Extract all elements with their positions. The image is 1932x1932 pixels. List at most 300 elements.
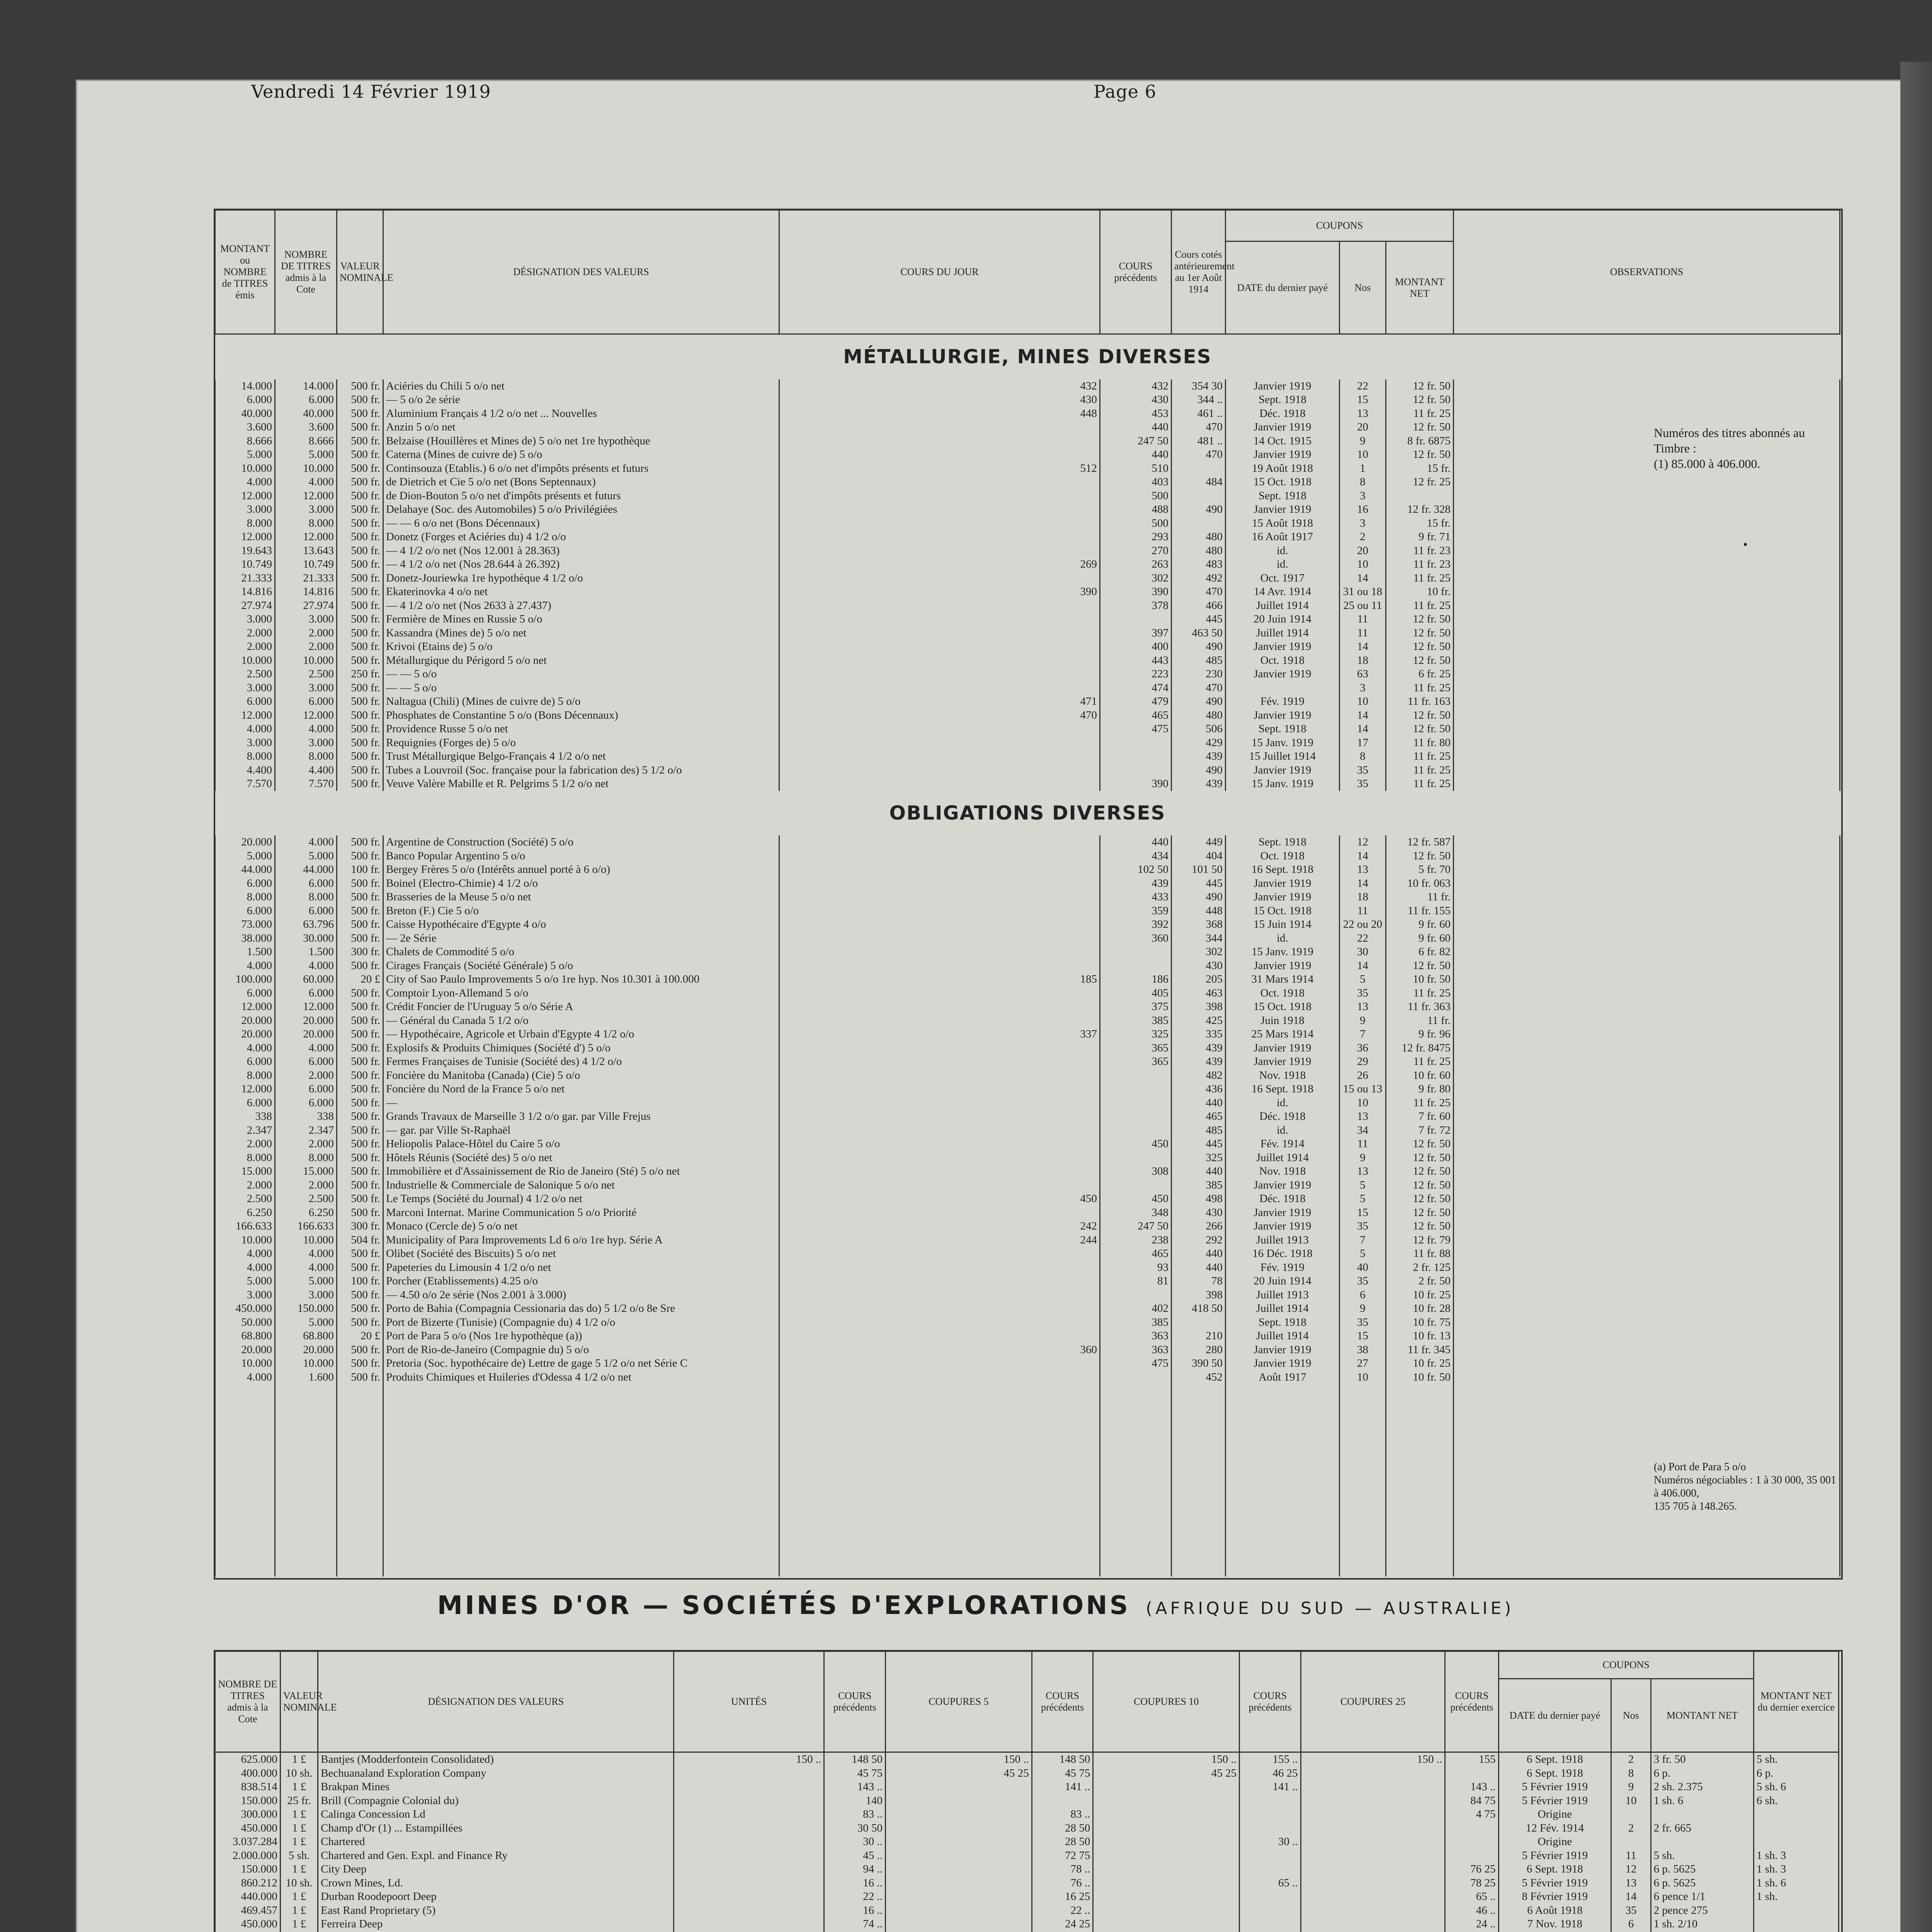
top-cell-5: 475: [1100, 722, 1172, 736]
top-cell-3: Boinel (Electro-Chimie) 4 1/2 o/o: [383, 877, 779, 891]
mines-cell-0: 838.514: [215, 1780, 281, 1794]
top-cell-4: [779, 1247, 1100, 1261]
top-cell-7: Nov. 1918: [1226, 1069, 1340, 1083]
top-cell-10: [1454, 379, 1840, 393]
table-row: [215, 1000, 1840, 1014]
observations-line: Numéros des titres abonnés au Timbre :: [1654, 426, 1805, 455]
top-cell-1: 20.000: [275, 1014, 337, 1028]
top-cell-10: [1454, 1151, 1840, 1165]
col-titres-admis: NOMBRE DE TITRES admis à la Cote: [215, 1651, 281, 1752]
col-dernier-exercice: MONTANT NET du dernier exercice: [1753, 1651, 1838, 1752]
mines-cell-1: 1 £: [280, 1904, 318, 1918]
mines-cell-7: [1093, 1917, 1240, 1931]
top-cell-8: 9: [1340, 434, 1386, 448]
top-cell-8: 22 ou 20: [1340, 918, 1386, 932]
mines-cell-10: [1445, 1821, 1498, 1835]
top-cell-1: 3.000: [275, 1288, 337, 1302]
top-cell-5: 392: [1100, 918, 1172, 932]
table-row: [215, 612, 1840, 626]
mines-cell-10: 46 ..: [1445, 1904, 1498, 1918]
mines-cell-3: [674, 1890, 824, 1904]
table-row: [215, 1904, 1839, 1918]
top-cell-7: Fév. 1914: [1226, 1137, 1340, 1151]
top-cell-3: — Général du Canada 5 1/2 o/o: [383, 1014, 779, 1028]
table-row: [215, 530, 1840, 544]
top-cell-0: 4.000: [215, 959, 275, 973]
top-cell-5: [1100, 1110, 1172, 1124]
top-cell-9: 12 fr. 50: [1386, 709, 1454, 723]
top-cell-3: Aciéries du Chili 5 o/o net: [383, 379, 779, 393]
top-cell-9: 11 fr. 80: [1386, 736, 1454, 750]
top-cell-9: 10 fr.: [1386, 585, 1454, 599]
top-cell-10: [1454, 777, 1840, 791]
mines-cell-3: [674, 1849, 824, 1863]
table-row: [215, 681, 1840, 695]
observations-note: [1654, 425, 1839, 471]
top-cell-0: 6.000: [215, 1096, 275, 1110]
top-cell-5: [1100, 1288, 1172, 1302]
mines-cell-12: 12: [1611, 1862, 1651, 1876]
top-cell-3: Port de Rio-de-Janeiro (Compagnie du) 5 o/o: [383, 1343, 779, 1357]
top-cell-6: 490: [1172, 640, 1226, 654]
mines-cell-4: 16 ..: [824, 1904, 886, 1918]
mines-cell-10: 65 ..: [1445, 1890, 1498, 1904]
top-cell-2: 500 fr.: [337, 530, 383, 544]
top-cell-0: 6.000: [215, 986, 275, 1000]
top-cell-10: [1454, 1041, 1840, 1055]
top-cell-3: Continsouza (Etablis.) 6 o/o net d'impôts présents et futurs: [383, 462, 779, 476]
mines-cell-13: 6 pence 1/1: [1651, 1890, 1753, 1904]
coupons-header: COUPONS: [1498, 1651, 1753, 1679]
top-cell-5: [1100, 1096, 1172, 1110]
col-cours-anterieurs: Cours cotés antérieurement au 1er Août 1914: [1172, 210, 1226, 334]
top-cell-3: Krivoi (Etains de) 5 o/o: [383, 640, 779, 654]
mines-cell-1: 5 sh.: [280, 1849, 318, 1863]
mines-cell-8: 46 25: [1240, 1767, 1301, 1781]
top-cell-5: 500: [1100, 489, 1172, 503]
mines-cell-7: [1093, 1904, 1240, 1918]
table-row: [215, 890, 1840, 904]
top-cell-0: 5.000: [215, 849, 275, 863]
mines-cell-1: 1 £: [280, 1862, 318, 1876]
top-cell-5: 102 50: [1100, 863, 1172, 877]
top-cell-9: 12 fr. 50: [1386, 640, 1454, 654]
top-cell-1: 4.000: [275, 475, 337, 489]
top-cell-7: [1226, 681, 1340, 695]
top-cell-6: 205: [1172, 973, 1226, 986]
top-cell-10: [1454, 1274, 1840, 1288]
top-cell-7: Oct. 1918: [1226, 849, 1340, 863]
top-cell-2: 500 fr.: [337, 489, 383, 503]
top-cell-2: 500 fr.: [337, 1316, 383, 1330]
top-cell-9: 12 fr. 50: [1386, 959, 1454, 973]
top-cell-4: 432: [779, 379, 1100, 393]
top-cell-9: 10 fr. 25: [1386, 1357, 1454, 1371]
table-row: [215, 462, 1840, 476]
section-obligations: [215, 791, 1840, 836]
top-cell-5: 433: [1100, 890, 1172, 904]
mines-cell-3: [674, 1808, 824, 1821]
top-cell-7: Janvier 1919: [1226, 503, 1340, 517]
top-cell-2: 500 fr.: [337, 1179, 383, 1192]
mines-cell-12: 14: [1611, 1890, 1651, 1904]
top-cell-4: [779, 544, 1100, 558]
top-cell-10: [1454, 863, 1840, 877]
top-cell-8: 27: [1340, 1357, 1386, 1371]
top-cell-4: [779, 1206, 1100, 1220]
top-cell-5: 223: [1100, 667, 1172, 681]
top-cell-3: — 4 1/2 o/o net (Nos 12.001 à 28.363): [383, 544, 779, 558]
top-cell-3: Porto de Bahia (Compagnia Cessionaria das do) 5 1/2 o/o 8e Sre: [383, 1302, 779, 1316]
top-cell-9: 12 fr. 50: [1386, 1165, 1454, 1179]
top-cell-9: 11 fr. 25: [1386, 681, 1454, 695]
top-cell-9: 11 fr. 25: [1386, 599, 1454, 613]
top-cell-7: Fév. 1919: [1226, 695, 1340, 709]
top-cell-2: 500 fr.: [337, 695, 383, 709]
top-cell-4: [779, 571, 1100, 585]
top-cell-9: 12 fr. 50: [1386, 1137, 1454, 1151]
top-cell-7: Sept. 1918: [1226, 835, 1340, 849]
top-cell-10: [1454, 709, 1840, 723]
top-cell-6: 101 50: [1172, 863, 1226, 877]
top-cell-5: 247 50: [1100, 434, 1172, 448]
top-cell-0: 10.000: [215, 1233, 275, 1247]
top-cell-8: 35: [1340, 1316, 1386, 1330]
mines-cell-9: [1301, 1835, 1445, 1849]
top-cell-8: 14: [1340, 640, 1386, 654]
mines-cell-2: East Rand Proprietary (5): [318, 1904, 674, 1918]
table-row: [215, 1329, 1840, 1343]
top-cell-5: 390: [1100, 777, 1172, 791]
top-cell-5: 238: [1100, 1233, 1172, 1247]
top-cell-4: [779, 890, 1100, 904]
top-cell-7: 15 Août 1918: [1226, 517, 1340, 531]
mines-cell-5: 45 25: [886, 1767, 1032, 1781]
mines-cell-5: [886, 1890, 1032, 1904]
mines-cell-11: 5 Février 1919: [1498, 1780, 1611, 1794]
mines-cell-3: [674, 1917, 824, 1931]
mines-cell-4: 16 ..: [824, 1876, 886, 1890]
top-cell-7: 25 Mars 1914: [1226, 1027, 1340, 1041]
top-cell-3: Bergey Frères 5 o/o (Intérêts annuel porté à 6 o/o): [383, 863, 779, 877]
top-cell-8: 63: [1340, 667, 1386, 681]
mines-cell-3: [674, 1767, 824, 1781]
observations-port-de-para: [1654, 1461, 1839, 1513]
ink-dot: [1744, 543, 1747, 546]
top-cell-1: 8.666: [275, 434, 337, 448]
top-cell-5: 363: [1100, 1343, 1172, 1357]
top-cell-6: 485: [1172, 654, 1226, 668]
top-cell-2: 500 fr.: [337, 904, 383, 918]
top-cell-7: Janvier 1919: [1226, 877, 1340, 891]
top-cell-6: 335: [1172, 1027, 1226, 1041]
top-cell-1: 68.800: [275, 1329, 337, 1343]
top-cell-10: [1454, 612, 1840, 626]
mines-cell-11: Origine: [1498, 1808, 1611, 1821]
top-cell-6: 482: [1172, 1069, 1226, 1083]
mines-cell-10: 78 25: [1445, 1876, 1498, 1890]
table-row: [215, 764, 1840, 777]
top-cell-8: 3: [1340, 517, 1386, 531]
top-cell-2: 500 fr.: [337, 986, 383, 1000]
top-cell-8: 13: [1340, 1000, 1386, 1014]
top-cell-5: 375: [1100, 1000, 1172, 1014]
top-cell-1: 2.500: [275, 1192, 337, 1206]
top-cell-3: Fermes Françaises de Tunisie (Société des) 4 1/2 o/o: [383, 1055, 779, 1069]
top-cell-1: 1.500: [275, 945, 337, 959]
mines-cell-7: [1093, 1890, 1240, 1904]
top-cell-2: 500 fr.: [337, 1000, 383, 1014]
top-cell-9: 10 fr. 60: [1386, 1069, 1454, 1083]
top-cell-3: Requignies (Forges de) 5 o/o: [383, 736, 779, 750]
mines-cell-14: 1 sh.: [1753, 1890, 1838, 1904]
top-cell-8: 11: [1340, 904, 1386, 918]
table-row: [215, 945, 1840, 959]
top-cell-9: 12 fr. 8475: [1386, 1041, 1454, 1055]
top-cell-3: Fermière de Mines en Russie 5 o/o: [383, 612, 779, 626]
top-cell-0: 4.000: [215, 1261, 275, 1275]
top-cell-9: 12 fr. 50: [1386, 448, 1454, 462]
mines-cell-14: 5 sh. 6: [1753, 1780, 1838, 1794]
mines-cell-14: 6 sh.: [1753, 1794, 1838, 1808]
top-cell-1: 5.000: [275, 1274, 337, 1288]
mines-cell-6: 148 50: [1032, 1752, 1093, 1767]
table-row: [215, 1082, 1840, 1096]
top-cell-10: [1454, 640, 1840, 654]
mines-cell-2: Brakpan Mines: [318, 1780, 674, 1794]
top-cell-2: 500 fr.: [337, 393, 383, 407]
mines-cell-8: [1240, 1849, 1301, 1863]
top-cell-1: 5.000: [275, 849, 337, 863]
top-cell-0: 4.000: [215, 1247, 275, 1261]
mines-cell-11: 8 Février 1919: [1498, 1890, 1611, 1904]
mines-cell-3: [674, 1835, 824, 1849]
top-cell-2: 500 fr.: [337, 503, 383, 517]
mines-cell-2: Durban Roodepoort Deep: [318, 1890, 674, 1904]
table-row: [215, 1096, 1840, 1110]
table-row: [215, 959, 1840, 973]
mines-cell-8: 65 ..: [1240, 1876, 1301, 1890]
top-cell-5: [1100, 612, 1172, 626]
top-cell-10: [1454, 489, 1840, 503]
top-cell-10: [1454, 959, 1840, 973]
top-cell-3: Comptoir Lyon-Allemand 5 o/o: [383, 986, 779, 1000]
bottom-table-header: [215, 1651, 1839, 1752]
top-cell-6: 480: [1172, 544, 1226, 558]
top-cell-7: 16 Sept. 1918: [1226, 1082, 1340, 1096]
top-table-header: [215, 210, 1840, 334]
header-page-number: Page 6: [1094, 81, 1156, 102]
top-cell-6: 78: [1172, 1274, 1226, 1288]
mines-cell-9: [1301, 1904, 1445, 1918]
table-row: [215, 932, 1840, 946]
top-cell-7: Juillet 1914: [1226, 599, 1340, 613]
top-cell-10: [1454, 973, 1840, 986]
top-cell-8: 3: [1340, 489, 1386, 503]
top-cell-5: 500: [1100, 517, 1172, 531]
top-cell-3: Port de Bizerte (Tunisie) (Compagnie du) 4 1/2 o/o: [383, 1316, 779, 1330]
top-cell-8: 13: [1340, 1165, 1386, 1179]
top-cell-5: [1100, 945, 1172, 959]
table-row: [215, 849, 1840, 863]
table-row: [215, 877, 1840, 891]
top-cell-1: 4.000: [275, 1247, 337, 1261]
top-cell-1: 12.000: [275, 489, 337, 503]
top-cell-0: 8.000: [215, 890, 275, 904]
top-cell-5: 465: [1100, 1247, 1172, 1261]
mines-cell-12: 2: [1611, 1821, 1651, 1835]
top-cell-5: 430: [1100, 393, 1172, 407]
top-cell-3: — — 5 o/o: [383, 681, 779, 695]
top-cell-9: 12 fr. 50: [1386, 1206, 1454, 1220]
top-cell-7: Janvier 1919: [1226, 709, 1340, 723]
top-cell-1: 3.000: [275, 503, 337, 517]
top-cell-0: 10.000: [215, 462, 275, 476]
top-cell-5: 450: [1100, 1192, 1172, 1206]
top-cell-4: [779, 1041, 1100, 1055]
top-cell-8: 15: [1340, 1329, 1386, 1343]
top-cell-7: Déc. 1918: [1226, 1192, 1340, 1206]
top-cell-8: 20: [1340, 420, 1386, 434]
top-cell-0: 3.000: [215, 503, 275, 517]
table-row: [215, 1288, 1840, 1302]
mines-cell-12: [1611, 1808, 1651, 1821]
mines-cell-8: [1240, 1904, 1301, 1918]
top-cell-2: 500 fr.: [337, 420, 383, 434]
top-cell-0: 50.000: [215, 1316, 275, 1330]
table-row: [215, 585, 1840, 599]
top-cell-4: 512: [779, 462, 1100, 476]
top-cell-8: 36: [1340, 1041, 1386, 1055]
top-cell-2: 500 fr.: [337, 722, 383, 736]
top-cell-9: 7 fr. 72: [1386, 1124, 1454, 1138]
mines-cell-12: [1611, 1835, 1651, 1849]
top-cell-9: 10 fr. 75: [1386, 1316, 1454, 1330]
top-cell-4: [779, 945, 1100, 959]
top-cell-5: 359: [1100, 904, 1172, 918]
top-cell-5: 360: [1100, 932, 1172, 946]
top-cell-8: 5: [1340, 1179, 1386, 1192]
top-cell-6: 354 30: [1172, 379, 1226, 393]
top-cell-1: 10.000: [275, 1233, 337, 1247]
top-cell-2: 300 fr.: [337, 945, 383, 959]
mines-cell-13: 1 sh. 2/10: [1651, 1917, 1753, 1931]
top-cell-9: 12 fr. 50: [1386, 626, 1454, 640]
top-cell-7: 15 Janv. 1919: [1226, 736, 1340, 750]
col-coupures-5: COUPURES 5: [886, 1651, 1032, 1752]
top-cell-7: Janvier 1919: [1226, 1179, 1340, 1192]
top-cell-7: Juillet 1914: [1226, 1329, 1340, 1343]
col-date-dernier-paye: DATE du dernier payé: [1226, 242, 1340, 334]
top-cell-2: 500 fr.: [337, 877, 383, 891]
top-cell-5: [1100, 736, 1172, 750]
top-cell-3: — Hypothécaire, Agricole et Urbain d'Egypte 4 1/2 o/o: [383, 1027, 779, 1041]
top-cell-5: 405: [1100, 986, 1172, 1000]
top-cell-8: 22: [1340, 379, 1386, 393]
top-cell-2: 100 fr.: [337, 1274, 383, 1288]
top-cell-7: 15 Oct. 1918: [1226, 1000, 1340, 1014]
top-cell-1: 6.000: [275, 393, 337, 407]
top-cell-0: 4.000: [215, 1371, 275, 1384]
top-cell-0: 2.000: [215, 1179, 275, 1192]
top-cell-1: 4.000: [275, 1041, 337, 1055]
top-cell-9: 11 fr. 25: [1386, 571, 1454, 585]
table-row: [215, 1014, 1840, 1028]
mines-cell-5: [886, 1780, 1032, 1794]
top-cell-5: 475: [1100, 1357, 1172, 1371]
mines-cell-4: 83 ..: [824, 1808, 886, 1821]
mines-cell-12: 2: [1611, 1752, 1651, 1767]
top-cell-5: 440: [1100, 420, 1172, 434]
top-cell-0: 5.000: [215, 448, 275, 462]
top-cell-8: 29: [1340, 1055, 1386, 1069]
top-cell-1: 8.000: [275, 517, 337, 531]
table-row: [215, 1069, 1840, 1083]
top-cell-5: 397: [1100, 626, 1172, 640]
top-cell-9: 11 fr. 23: [1386, 544, 1454, 558]
top-cell-0: 3.600: [215, 420, 275, 434]
top-cell-1: 44.000: [275, 863, 337, 877]
top-cell-9: 6 fr. 25: [1386, 667, 1454, 681]
table-row: [215, 393, 1840, 407]
top-cell-9: 11 fr. 23: [1386, 558, 1454, 571]
top-cell-9: 10 fr. 063: [1386, 877, 1454, 891]
mines-cell-0: 300.000: [215, 1808, 281, 1821]
top-cell-1: 3.000: [275, 736, 337, 750]
mines-cell-3: [674, 1821, 824, 1835]
top-cell-6: 498: [1172, 1192, 1226, 1206]
top-cell-6: 292: [1172, 1233, 1226, 1247]
table-row: [215, 1179, 1840, 1192]
top-cell-6: 230: [1172, 667, 1226, 681]
top-cell-0: 4.400: [215, 764, 275, 777]
top-cell-4: [779, 517, 1100, 531]
top-cell-4: [779, 1261, 1100, 1275]
top-cell-6: 368: [1172, 918, 1226, 932]
mines-cell-13: 2 pence 275: [1651, 1904, 1753, 1918]
top-cell-9: 12 fr. 50: [1386, 1179, 1454, 1192]
table-row: [215, 1027, 1840, 1041]
top-cell-0: 4.000: [215, 1041, 275, 1055]
table-row: [215, 1110, 1840, 1124]
mines-cell-5: [886, 1849, 1032, 1863]
top-cell-6: 485: [1172, 1124, 1226, 1138]
mines-cell-0: 860.212: [215, 1876, 281, 1890]
top-cell-3: Monaco (Cercle de) 5 o/o net: [383, 1219, 779, 1233]
mines-cell-12: 35: [1611, 1904, 1651, 1918]
top-cell-10: [1454, 407, 1840, 421]
top-cell-9: 12 fr. 50: [1386, 1192, 1454, 1206]
top-cell-6: 480: [1172, 530, 1226, 544]
mines-cell-7: [1093, 1808, 1240, 1821]
top-cell-5: 440: [1100, 835, 1172, 849]
top-cell-1: 6.000: [275, 695, 337, 709]
top-cell-10: [1454, 986, 1840, 1000]
top-cell-8: 16: [1340, 503, 1386, 517]
top-cell-4: [779, 877, 1100, 891]
table-row: [215, 517, 1840, 531]
top-cell-1: 10.749: [275, 558, 337, 571]
top-cell-7: Juillet 1913: [1226, 1288, 1340, 1302]
top-cell-9: 9 fr. 60: [1386, 918, 1454, 932]
top-cell-10: [1454, 1124, 1840, 1138]
top-cell-0: 14.000: [215, 379, 275, 393]
mines-cell-0: 625.000: [215, 1752, 281, 1767]
top-cell-9: 11 fr. 345: [1386, 1343, 1454, 1357]
top-cell-6: 385: [1172, 1179, 1226, 1192]
top-cell-3: Trust Métallurgique Belgo-Français 4 1/2 o/o net: [383, 750, 779, 764]
top-cell-7: Janvier 1919: [1226, 1219, 1340, 1233]
